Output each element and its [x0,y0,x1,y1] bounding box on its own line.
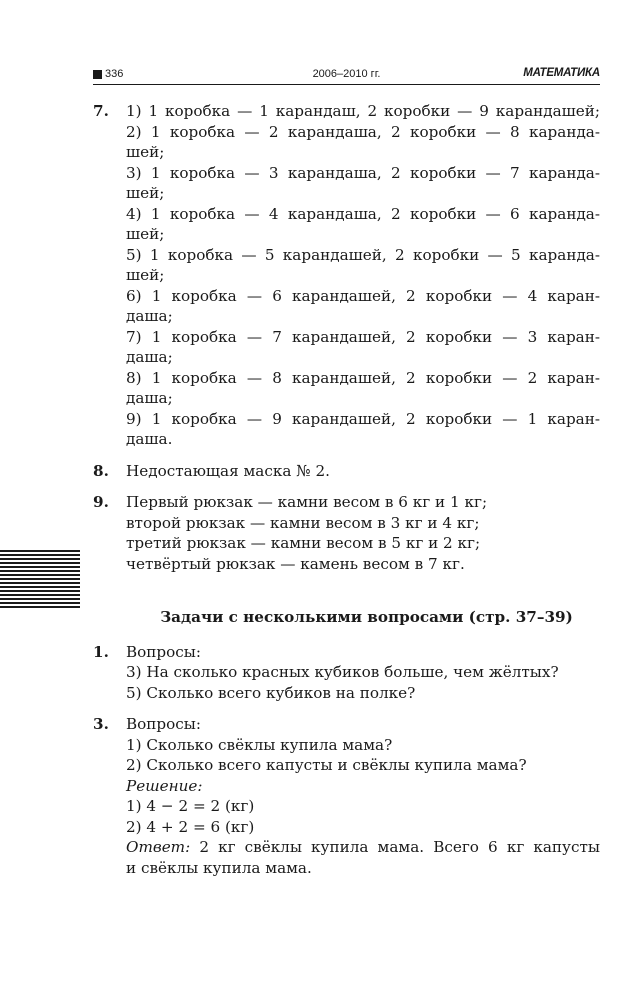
text-line: 3) На сколько красных кубиков больше, чем жёлтых? [126,663,559,681]
text-line: 7) 1 коробка — 7 карандашей, 2 коробки — 3 каран- [126,327,600,346]
answer-item-7 [93,101,600,450]
answer-item-8 [93,461,600,482]
text-line: даша; [126,389,173,407]
header-years: 2006–2010 гг. [312,68,381,80]
solution-label: Решение: [126,776,203,795]
header-subject: МАТЕМАТИКА [523,67,600,79]
answer-label: Ответ: [126,838,191,856]
solution-line: 1) 4 − 2 = 2 (кг) [126,797,255,815]
text-line: четвёртый рюкзак — камень весом в 7 кг. [126,554,465,573]
item-number: 8. [93,461,109,480]
text-line: 2) Сколько всего капусты и свёклы купила мама? [126,756,527,774]
answer-line [126,837,600,858]
text-line: даша; [126,307,173,325]
text-line: шей; [126,143,165,161]
text-line: 9) 1 коробка — 9 карандашей, 2 коробки — 1 каран- [126,409,600,428]
text-line: 1) Сколько свёклы купила мама? [126,735,393,754]
text-line: 6) 1 коробка — 6 карандашей, 2 коробки — 4 каран- [126,286,600,305]
text-line: второй рюкзак — камни весом в 3 кг и 4 кг; [126,513,480,532]
text-line: Недостающая маска № 2. [126,461,330,480]
text-line: шей; [126,266,165,284]
text-line: шей; [126,184,165,202]
text-line: шей; [126,225,165,243]
answer-continuation: и свёклы купила мама. [126,858,312,877]
solution-line: 2) 4 + 2 = 6 (кг) [126,817,255,836]
text-line: третий рюкзак — камни весом в 5 кг и 2 кг; [126,534,481,552]
text-line: даша; [126,348,173,366]
text-line: Вопросы: [126,642,202,661]
text-line: 5) 1 коробка — 5 карандашей, 2 коробки — 5 каранда- [126,245,600,264]
text-line: 2) 1 коробка — 2 карандаша, 2 коробки — 8 каранда- [126,122,600,141]
text-line: 4) 1 коробка — 4 карандаша, 2 коробки — 6 каранда- [126,204,600,223]
page-header [93,66,600,84]
item-number: 1. [93,642,109,661]
text-line: 8) 1 коробка — 8 карандашей, 2 коробки — 2 каран- [126,368,600,387]
text-line: Вопросы: [126,715,202,733]
text-line: 5) Сколько всего кубиков на полке? [126,683,416,702]
text-line: 1) 1 коробка — 1 карандаш, 2 коробки — 9 карандашей; [126,102,600,120]
header-rule [93,84,600,85]
question-item-1 [93,642,600,704]
item-number: 3. [93,715,109,733]
question-item-3 [93,714,600,878]
text-line: 3) 1 коробка — 3 карандаша, 2 коробки — 7 каранда- [126,163,600,182]
item-number: 7. [93,102,109,120]
text-line: Первый рюкзак — камни весом в 6 кг и 1 кг; [126,493,488,511]
page-content [93,101,600,878]
page-number: 336 [105,68,124,80]
text-line: даша. [126,430,173,448]
section-title: Задачи с несколькими вопросами (стр. 37–39) [160,608,573,626]
answer-item-9 [93,492,600,574]
answer-text: 2 кг свёклы купила мама. Всего 6 кг капусты [190,838,600,856]
side-stripe-marker [0,550,80,610]
item-number: 9. [93,493,109,511]
